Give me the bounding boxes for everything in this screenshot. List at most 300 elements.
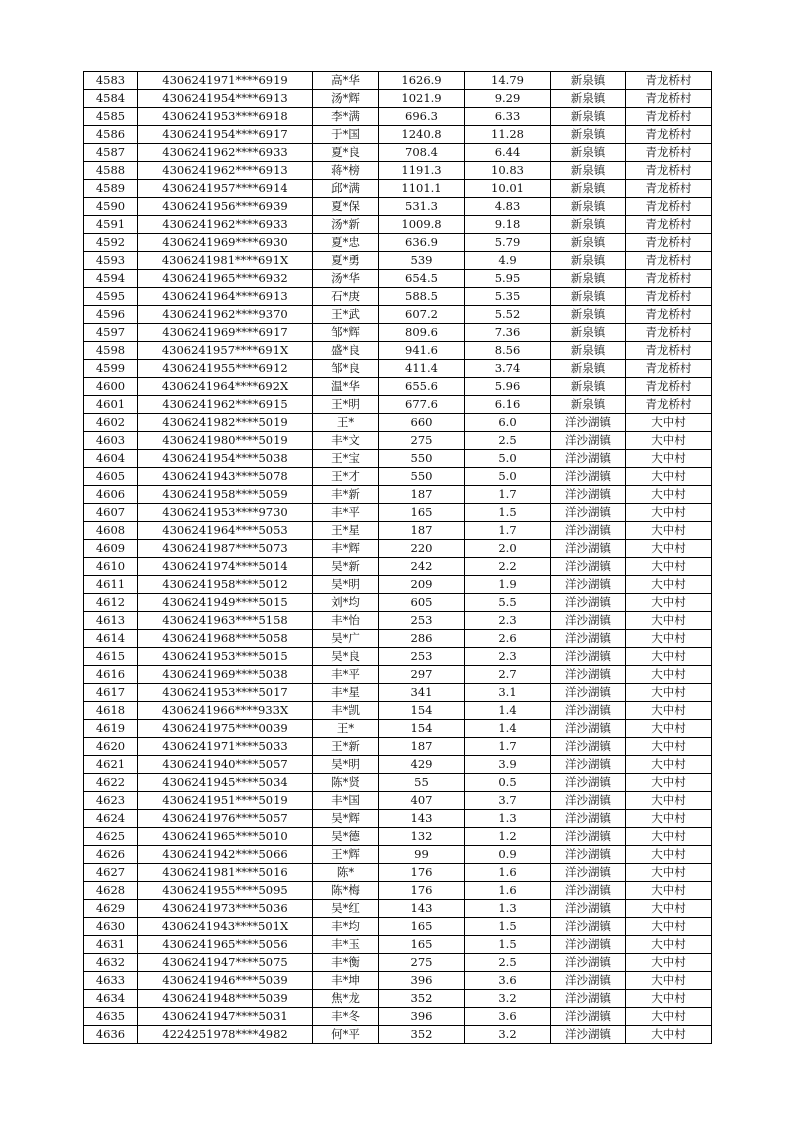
- village-cell: 大中村: [626, 612, 712, 630]
- id-number-cell: 4306241981****5016: [138, 864, 313, 882]
- table-row: [84, 72, 712, 90]
- subsidy-cell: 2.2: [465, 558, 551, 576]
- table-row: [84, 504, 712, 522]
- name-cell: 吴*新: [313, 558, 379, 576]
- table-row: [84, 540, 712, 558]
- id-number-cell: 4306241971****5033: [138, 738, 313, 756]
- row-number-cell: 4636: [84, 1026, 138, 1044]
- table-row: [84, 756, 712, 774]
- id-number-cell: 4306241987****5073: [138, 540, 313, 558]
- row-number-cell: 4617: [84, 684, 138, 702]
- village-cell: 青龙桥村: [626, 126, 712, 144]
- id-number-cell: 4306241969****6930: [138, 234, 313, 252]
- row-number-cell: 4604: [84, 450, 138, 468]
- name-cell: 汤*辉: [313, 90, 379, 108]
- table-row: [84, 270, 712, 288]
- id-number-cell: 4306241958****5059: [138, 486, 313, 504]
- amount-cell: 1009.8: [379, 216, 465, 234]
- amount-cell: 341: [379, 684, 465, 702]
- name-cell: 吴*明: [313, 756, 379, 774]
- subsidy-cell: 11.28: [465, 126, 551, 144]
- subsidy-cell: 5.95: [465, 270, 551, 288]
- town-cell: 洋沙湖镇: [551, 414, 626, 432]
- id-number-cell: 4306241958****5012: [138, 576, 313, 594]
- id-number-cell: 4306241974****5014: [138, 558, 313, 576]
- village-cell: 大中村: [626, 1026, 712, 1044]
- table-row: [84, 630, 712, 648]
- id-number-cell: 4306241956****6939: [138, 198, 313, 216]
- town-cell: 洋沙湖镇: [551, 990, 626, 1008]
- subsidy-cell: 1.6: [465, 882, 551, 900]
- subsidy-cell: 5.5: [465, 594, 551, 612]
- table-row: [84, 702, 712, 720]
- name-cell: 王*: [313, 414, 379, 432]
- row-number-cell: 4613: [84, 612, 138, 630]
- village-cell: 大中村: [626, 882, 712, 900]
- amount-cell: 588.5: [379, 288, 465, 306]
- id-number-cell: 4306241980****5019: [138, 432, 313, 450]
- village-cell: 大中村: [626, 936, 712, 954]
- subsidy-cell: 1.7: [465, 486, 551, 504]
- village-cell: 青龙桥村: [626, 288, 712, 306]
- subsidy-cell: 5.79: [465, 234, 551, 252]
- name-cell: 夏*良: [313, 144, 379, 162]
- village-cell: 大中村: [626, 594, 712, 612]
- table-row: [84, 774, 712, 792]
- row-number-cell: 4591: [84, 216, 138, 234]
- row-number-cell: 4621: [84, 756, 138, 774]
- amount-cell: 176: [379, 882, 465, 900]
- row-number-cell: 4630: [84, 918, 138, 936]
- id-number-cell: 4306241965****5056: [138, 936, 313, 954]
- table-row: [84, 252, 712, 270]
- village-cell: 青龙桥村: [626, 198, 712, 216]
- id-number-cell: 4306241963****5158: [138, 612, 313, 630]
- town-cell: 新泉镇: [551, 360, 626, 378]
- id-number-cell: 4306241962****9370: [138, 306, 313, 324]
- amount-cell: 165: [379, 918, 465, 936]
- subsidy-cell: 9.18: [465, 216, 551, 234]
- amount-cell: 352: [379, 990, 465, 1008]
- table-row: [84, 612, 712, 630]
- amount-cell: 1101.1: [379, 180, 465, 198]
- row-number-cell: 4589: [84, 180, 138, 198]
- name-cell: 吴*红: [313, 900, 379, 918]
- subsidy-cell: 2.5: [465, 954, 551, 972]
- amount-cell: 220: [379, 540, 465, 558]
- id-number-cell: 4306241973****5036: [138, 900, 313, 918]
- row-number-cell: 4632: [84, 954, 138, 972]
- table-row: [84, 306, 712, 324]
- id-number-cell: 4306241940****5057: [138, 756, 313, 774]
- town-cell: 洋沙湖镇: [551, 792, 626, 810]
- town-cell: 新泉镇: [551, 126, 626, 144]
- table-row: [84, 180, 712, 198]
- name-cell: 丰*怡: [313, 612, 379, 630]
- subsidy-cell: 1.5: [465, 936, 551, 954]
- table-row: [84, 558, 712, 576]
- table-row: [84, 378, 712, 396]
- village-cell: 大中村: [626, 810, 712, 828]
- town-cell: 洋沙湖镇: [551, 684, 626, 702]
- subsidy-cell: 8.56: [465, 342, 551, 360]
- row-number-cell: 4633: [84, 972, 138, 990]
- row-number-cell: 4627: [84, 864, 138, 882]
- amount-cell: 708.4: [379, 144, 465, 162]
- amount-cell: 411.4: [379, 360, 465, 378]
- village-cell: 青龙桥村: [626, 396, 712, 414]
- amount-cell: 297: [379, 666, 465, 684]
- row-number-cell: 4624: [84, 810, 138, 828]
- table-row: [84, 288, 712, 306]
- town-cell: 新泉镇: [551, 72, 626, 90]
- amount-cell: 550: [379, 450, 465, 468]
- town-cell: 新泉镇: [551, 378, 626, 396]
- subsidy-cell: 1.4: [465, 702, 551, 720]
- name-cell: 夏*忠: [313, 234, 379, 252]
- id-number-cell: 4306241965****6932: [138, 270, 313, 288]
- id-number-cell: 4306241964****692X: [138, 378, 313, 396]
- subsidy-cell: 2.7: [465, 666, 551, 684]
- village-cell: 青龙桥村: [626, 162, 712, 180]
- name-cell: 石*庚: [313, 288, 379, 306]
- id-number-cell: 4306241976****5057: [138, 810, 313, 828]
- town-cell: 洋沙湖镇: [551, 972, 626, 990]
- town-cell: 新泉镇: [551, 234, 626, 252]
- name-cell: 丰*国: [313, 792, 379, 810]
- village-cell: 青龙桥村: [626, 180, 712, 198]
- row-number-cell: 4592: [84, 234, 138, 252]
- subsidy-cell: 1.4: [465, 720, 551, 738]
- id-number-cell: 4306241957****691X: [138, 342, 313, 360]
- amount-cell: 660: [379, 414, 465, 432]
- table-row: [84, 396, 712, 414]
- village-cell: 大中村: [626, 756, 712, 774]
- subsidy-cell: 4.9: [465, 252, 551, 270]
- id-number-cell: 4306241969****5038: [138, 666, 313, 684]
- name-cell: 丰*坤: [313, 972, 379, 990]
- row-number-cell: 4616: [84, 666, 138, 684]
- id-number-cell: 4306241962****6913: [138, 162, 313, 180]
- row-number-cell: 4631: [84, 936, 138, 954]
- amount-cell: 176: [379, 864, 465, 882]
- amount-cell: 550: [379, 468, 465, 486]
- row-number-cell: 4619: [84, 720, 138, 738]
- table-row: [84, 198, 712, 216]
- row-number-cell: 4584: [84, 90, 138, 108]
- village-cell: 大中村: [626, 792, 712, 810]
- name-cell: 邹*辉: [313, 324, 379, 342]
- name-cell: 吴*良: [313, 648, 379, 666]
- town-cell: 洋沙湖镇: [551, 630, 626, 648]
- amount-cell: 143: [379, 900, 465, 918]
- row-number-cell: 4588: [84, 162, 138, 180]
- id-number-cell: 4306241966****933X: [138, 702, 313, 720]
- amount-cell: 396: [379, 972, 465, 990]
- name-cell: 刘*均: [313, 594, 379, 612]
- table-row: [84, 162, 712, 180]
- subsidy-cell: 9.29: [465, 90, 551, 108]
- id-number-cell: 4306241951****5019: [138, 792, 313, 810]
- name-cell: 丰*新: [313, 486, 379, 504]
- id-number-cell: 4306241962****6933: [138, 216, 313, 234]
- town-cell: 新泉镇: [551, 144, 626, 162]
- name-cell: 丰*衡: [313, 954, 379, 972]
- name-cell: 丰*文: [313, 432, 379, 450]
- table-row: [84, 918, 712, 936]
- name-cell: 丰*冬: [313, 1008, 379, 1026]
- amount-cell: 132: [379, 828, 465, 846]
- table-row: [84, 738, 712, 756]
- amount-cell: 531.3: [379, 198, 465, 216]
- name-cell: 王*辉: [313, 846, 379, 864]
- subsidy-cell: 2.0: [465, 540, 551, 558]
- amount-cell: 154: [379, 720, 465, 738]
- subsidy-cell: 5.0: [465, 468, 551, 486]
- id-number-cell: 4306241943****501X: [138, 918, 313, 936]
- table-row: [84, 846, 712, 864]
- amount-cell: 1240.8: [379, 126, 465, 144]
- table-row: [84, 90, 712, 108]
- village-cell: 青龙桥村: [626, 216, 712, 234]
- data-table: [83, 71, 712, 1044]
- id-number-cell: 4306241946****5039: [138, 972, 313, 990]
- subsidy-cell: 1.3: [465, 810, 551, 828]
- subsidy-cell: 1.7: [465, 738, 551, 756]
- row-number-cell: 4610: [84, 558, 138, 576]
- name-cell: 丰*平: [313, 666, 379, 684]
- village-cell: 大中村: [626, 450, 712, 468]
- name-cell: 王*新: [313, 738, 379, 756]
- amount-cell: 187: [379, 522, 465, 540]
- town-cell: 洋沙湖镇: [551, 504, 626, 522]
- row-number-cell: 4625: [84, 828, 138, 846]
- amount-cell: 607.2: [379, 306, 465, 324]
- village-cell: 青龙桥村: [626, 234, 712, 252]
- id-number-cell: 4306241969****6917: [138, 324, 313, 342]
- subsidy-cell: 3.1: [465, 684, 551, 702]
- table-row: [84, 900, 712, 918]
- village-cell: 大中村: [626, 468, 712, 486]
- id-number-cell: 4306241955****6912: [138, 360, 313, 378]
- name-cell: 王*武: [313, 306, 379, 324]
- town-cell: 洋沙湖镇: [551, 702, 626, 720]
- town-cell: 洋沙湖镇: [551, 432, 626, 450]
- id-number-cell: 4306241948****5039: [138, 990, 313, 1008]
- row-number-cell: 4595: [84, 288, 138, 306]
- table-row: [84, 342, 712, 360]
- amount-cell: 209: [379, 576, 465, 594]
- row-number-cell: 4593: [84, 252, 138, 270]
- subsidy-cell: 6.16: [465, 396, 551, 414]
- name-cell: 高*华: [313, 72, 379, 90]
- name-cell: 丰*均: [313, 918, 379, 936]
- subsidy-cell: 10.01: [465, 180, 551, 198]
- subsidy-cell: 1.6: [465, 864, 551, 882]
- village-cell: 青龙桥村: [626, 270, 712, 288]
- amount-cell: 605: [379, 594, 465, 612]
- id-number-cell: 4306241949****5015: [138, 594, 313, 612]
- subsidy-cell: 2.6: [465, 630, 551, 648]
- row-number-cell: 4611: [84, 576, 138, 594]
- id-number-cell: 4306241975****0039: [138, 720, 313, 738]
- table-row: [84, 126, 712, 144]
- town-cell: 洋沙湖镇: [551, 918, 626, 936]
- row-number-cell: 4615: [84, 648, 138, 666]
- table-row: [84, 468, 712, 486]
- row-number-cell: 4590: [84, 198, 138, 216]
- amount-cell: 154: [379, 702, 465, 720]
- town-cell: 洋沙湖镇: [551, 774, 626, 792]
- table-row: [84, 1008, 712, 1026]
- village-cell: 青龙桥村: [626, 306, 712, 324]
- name-cell: 蒋*榜: [313, 162, 379, 180]
- village-cell: 大中村: [626, 486, 712, 504]
- id-number-cell: 4306241953****6918: [138, 108, 313, 126]
- subsidy-cell: 6.44: [465, 144, 551, 162]
- name-cell: 邱*满: [313, 180, 379, 198]
- amount-cell: 396: [379, 1008, 465, 1026]
- subsidy-cell: 0.9: [465, 846, 551, 864]
- amount-cell: 1191.3: [379, 162, 465, 180]
- town-cell: 新泉镇: [551, 324, 626, 342]
- table-row: [84, 234, 712, 252]
- table-row: [84, 522, 712, 540]
- table-row: [84, 666, 712, 684]
- subsidy-cell: 3.9: [465, 756, 551, 774]
- table-row: [84, 990, 712, 1008]
- table-row: [84, 324, 712, 342]
- town-cell: 新泉镇: [551, 90, 626, 108]
- name-cell: 温*华: [313, 378, 379, 396]
- name-cell: 王*: [313, 720, 379, 738]
- subsidy-cell: 3.74: [465, 360, 551, 378]
- id-number-cell: 4306241982****5019: [138, 414, 313, 432]
- amount-cell: 99: [379, 846, 465, 864]
- name-cell: 吴*明: [313, 576, 379, 594]
- village-cell: 大中村: [626, 972, 712, 990]
- table-row: [84, 594, 712, 612]
- amount-cell: 429: [379, 756, 465, 774]
- row-number-cell: 4634: [84, 990, 138, 1008]
- subsidy-cell: 0.5: [465, 774, 551, 792]
- id-number-cell: 4306241947****5075: [138, 954, 313, 972]
- id-number-cell: 4306241947****5031: [138, 1008, 313, 1026]
- amount-cell: 55: [379, 774, 465, 792]
- town-cell: 洋沙湖镇: [551, 450, 626, 468]
- name-cell: 焦*龙: [313, 990, 379, 1008]
- name-cell: 李*满: [313, 108, 379, 126]
- name-cell: 丰*星: [313, 684, 379, 702]
- village-cell: 青龙桥村: [626, 72, 712, 90]
- subsidy-cell: 2.3: [465, 648, 551, 666]
- row-number-cell: 4587: [84, 144, 138, 162]
- table-row: [84, 1026, 712, 1044]
- row-number-cell: 4635: [84, 1008, 138, 1026]
- amount-cell: 809.6: [379, 324, 465, 342]
- row-number-cell: 4603: [84, 432, 138, 450]
- name-cell: 陈*贤: [313, 774, 379, 792]
- town-cell: 洋沙湖镇: [551, 540, 626, 558]
- name-cell: 吴*广: [313, 630, 379, 648]
- name-cell: 吴*德: [313, 828, 379, 846]
- id-number-cell: 4224251978****4982: [138, 1026, 313, 1044]
- town-cell: 新泉镇: [551, 162, 626, 180]
- row-number-cell: 4583: [84, 72, 138, 90]
- id-number-cell: 4306241968****5058: [138, 630, 313, 648]
- town-cell: 新泉镇: [551, 198, 626, 216]
- subsidy-cell: 5.52: [465, 306, 551, 324]
- row-number-cell: 4608: [84, 522, 138, 540]
- subsidy-cell: 3.7: [465, 792, 551, 810]
- amount-cell: 143: [379, 810, 465, 828]
- village-cell: 大中村: [626, 774, 712, 792]
- subsidy-cell: 1.7: [465, 522, 551, 540]
- amount-cell: 242: [379, 558, 465, 576]
- subsidy-cell: 5.0: [465, 450, 551, 468]
- id-number-cell: 4306241954****5038: [138, 450, 313, 468]
- village-cell: 青龙桥村: [626, 378, 712, 396]
- name-cell: 丰*辉: [313, 540, 379, 558]
- row-number-cell: 4597: [84, 324, 138, 342]
- id-number-cell: 4306241962****6915: [138, 396, 313, 414]
- village-cell: 大中村: [626, 522, 712, 540]
- id-number-cell: 4306241942****5066: [138, 846, 313, 864]
- id-number-cell: 4306241954****6913: [138, 90, 313, 108]
- table-row: [84, 684, 712, 702]
- amount-cell: 654.5: [379, 270, 465, 288]
- id-number-cell: 4306241955****5095: [138, 882, 313, 900]
- village-cell: 大中村: [626, 558, 712, 576]
- subsidy-cell: 3.6: [465, 1008, 551, 1026]
- town-cell: 洋沙湖镇: [551, 828, 626, 846]
- amount-cell: 187: [379, 738, 465, 756]
- town-cell: 新泉镇: [551, 216, 626, 234]
- table-row: [84, 216, 712, 234]
- subsidy-cell: 1.3: [465, 900, 551, 918]
- name-cell: 丰*凯: [313, 702, 379, 720]
- amount-cell: 187: [379, 486, 465, 504]
- town-cell: 洋沙湖镇: [551, 810, 626, 828]
- name-cell: 丰*玉: [313, 936, 379, 954]
- table-row: [84, 576, 712, 594]
- town-cell: 洋沙湖镇: [551, 864, 626, 882]
- name-cell: 于*国: [313, 126, 379, 144]
- name-cell: 汤*华: [313, 270, 379, 288]
- table-row: [84, 432, 712, 450]
- subsidy-cell: 3.2: [465, 990, 551, 1008]
- amount-cell: 407: [379, 792, 465, 810]
- name-cell: 吴*辉: [313, 810, 379, 828]
- table-row: [84, 936, 712, 954]
- amount-cell: 636.9: [379, 234, 465, 252]
- name-cell: 盛*良: [313, 342, 379, 360]
- id-number-cell: 4306241962****6933: [138, 144, 313, 162]
- town-cell: 洋沙湖镇: [551, 666, 626, 684]
- amount-cell: 352: [379, 1026, 465, 1044]
- row-number-cell: 4606: [84, 486, 138, 504]
- name-cell: 夏*保: [313, 198, 379, 216]
- town-cell: 洋沙湖镇: [551, 1008, 626, 1026]
- table-row: [84, 864, 712, 882]
- name-cell: 王*才: [313, 468, 379, 486]
- town-cell: 洋沙湖镇: [551, 882, 626, 900]
- town-cell: 洋沙湖镇: [551, 1026, 626, 1044]
- name-cell: 陈*: [313, 864, 379, 882]
- name-cell: 夏*勇: [313, 252, 379, 270]
- village-cell: 青龙桥村: [626, 90, 712, 108]
- row-number-cell: 4598: [84, 342, 138, 360]
